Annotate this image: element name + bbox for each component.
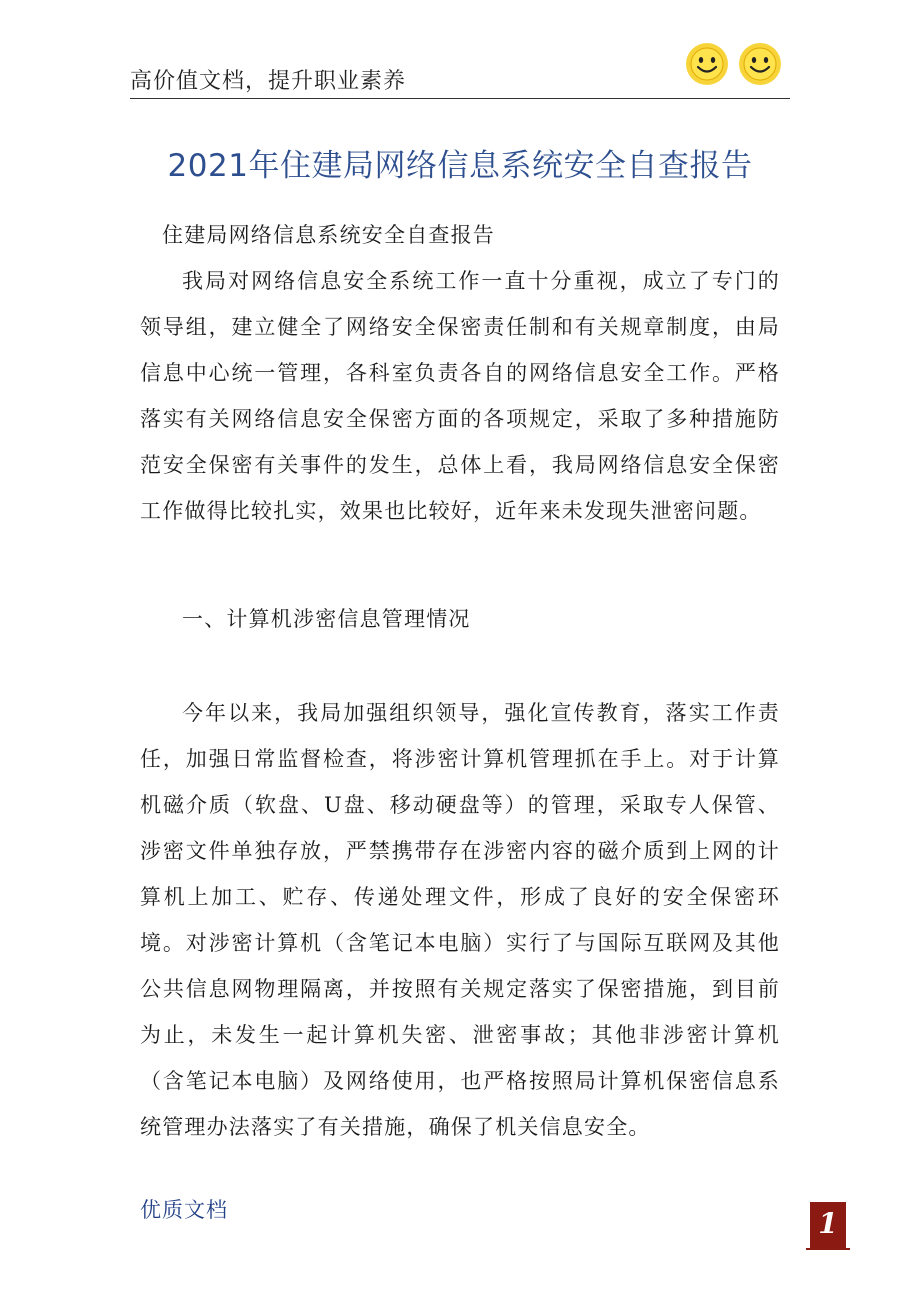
- document-subtitle: 住建局网络信息系统安全自查报告: [162, 223, 495, 247]
- page-number-badge: 1: [810, 1202, 846, 1248]
- footer-label: 优质文档: [140, 1198, 228, 1222]
- page-header: [130, 40, 790, 99]
- smiley-icon: [685, 42, 729, 86]
- section-block: [140, 596, 780, 642]
- section-heading: 一、计算机涉密信息管理情况: [182, 607, 471, 631]
- paragraph: 今年以来，我局加强组织领导，强化宣传教育，落实工作责任，加强日常监督检查，将涉密计算机管理抓在手上。对于计算机磁介质（软盘、U盘、移动硬盘等）的管理，采取专人保管、涉密文件单独存放，严禁携带存在涉密内容的磁介质到上网的计算机上加工、贮存、传递处理文件，形成了良好的安全保密环境。对涉密计算机（含笔记本电脑）实行了与国际互联网及其他公共信息网物理隔离，并按照有关规定落实了保密措施，到目前为止，未发生一起计算机失密、泄密事故；其他非涉密计算机（含笔记本电脑）及网络使用，也严格按照局计算机保密信息系统管理办法落实了有关措施，确保了机关信息安全。: [140, 701, 780, 1139]
- document-body: [140, 212, 780, 534]
- document-title: 2021年住建局网络信息系统安全自查报告: [167, 148, 753, 184]
- section-body: [140, 690, 780, 1150]
- header-text: 高价值文档，提升职业素养: [130, 69, 407, 94]
- smiley-icon: [738, 42, 782, 86]
- paragraph: 我局对网络信息安全系统工作一直十分重视，成立了专门的领导组，建立健全了网络安全保密责任制和有关规章制度，由局信息中心统一管理，各科室负责各自的网络信息安全工作。严格落实有关网络信息安全保密方面的各项规定，采取了多种措施防范安全保密有关事件的发生，总体上看，我局网络信息安全保密工作做得比较扎实，效果也比较好，近年来未发现失泄密问题。: [140, 269, 780, 523]
